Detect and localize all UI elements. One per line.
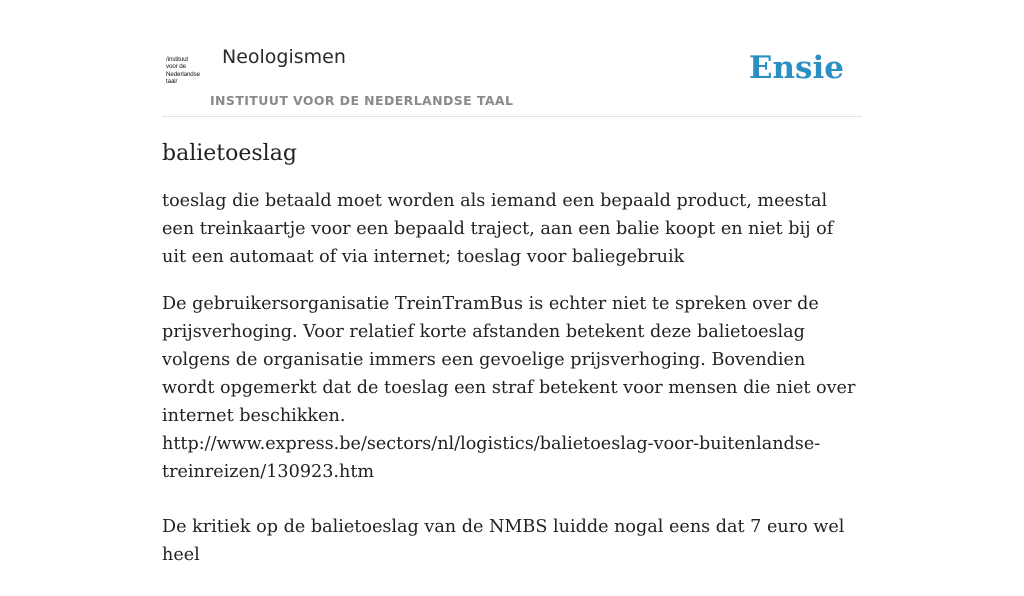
ensie-logo[interactable]: Ensie [748, 50, 844, 86]
example-text: De gebruikersorganisatie TreinTramBus is echter niet te spreken over de prijsverhoging. Voor relatief korte afstanden betekent deze balietoeslag volgens de organisatie immers een gevoelige prijsverhoging. Bovendien wordt opgemerkt dat de toeslag een straf betekent voor mensen die niet over internet beschikken. [162, 294, 856, 426]
logo-line: taal/ [166, 78, 178, 86]
institute-logo[interactable] [166, 56, 208, 90]
entry-content [162, 136, 862, 596]
logo-line: voor de [166, 63, 186, 71]
definition: toeslag die betaald moet worden als iemand een bepaald product, meestal een treinkaartje voor een bepaald traject, aan een balie koopt en niet bij of uit een automaat of via internet; toeslag voor baliegebruik [162, 191, 834, 267]
example-quote [162, 513, 862, 569]
example-source: http://www.express.be/sectors/nl/logistics/balietoeslag-voor-buitenlandse-treinreizen/130923.htm [162, 434, 821, 482]
example-quote [162, 290, 862, 486]
site-title[interactable]: Neologismen [222, 46, 346, 68]
site-header [162, 40, 862, 117]
headword: balietoeslag [162, 141, 297, 166]
logo-line: /instituut [166, 56, 189, 63]
site-subtitle: INSTITUUT VOOR DE NEDERLANDSE TAAL [210, 93, 514, 108]
example-text: De kritiek op de balietoeslag van de NMBS luidde nogal eens dat 7 euro wel heel [162, 517, 845, 565]
logo-line: Nederlandse [166, 70, 200, 78]
